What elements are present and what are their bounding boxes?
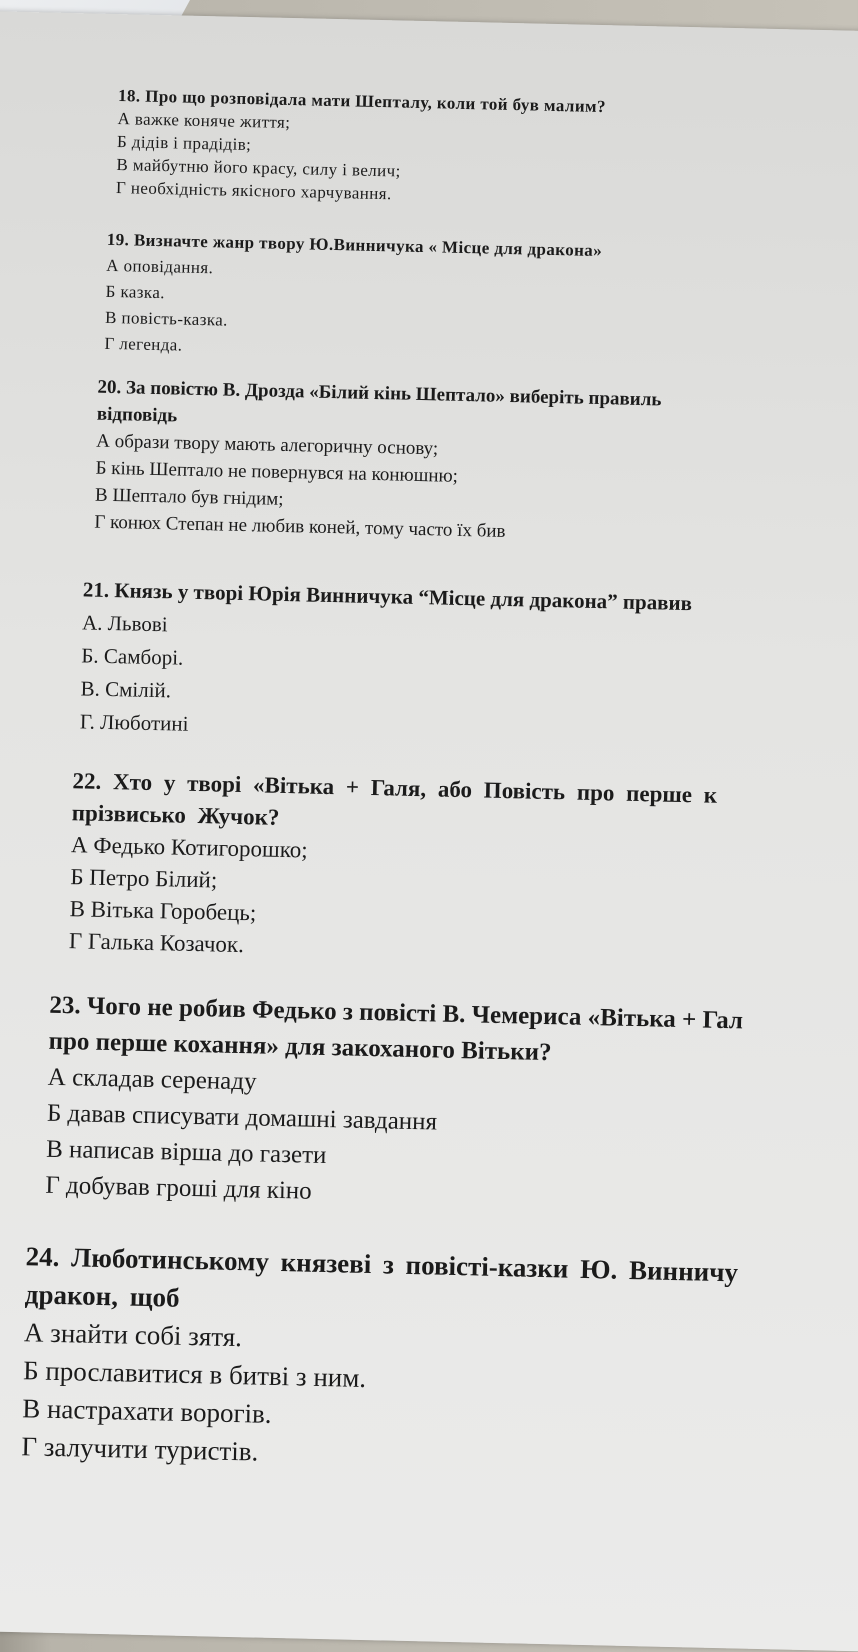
question-19 bbox=[104, 227, 602, 368]
question-number: 22. bbox=[72, 768, 102, 794]
answer-option: Г залучити туристів. bbox=[21, 1431, 259, 1467]
question-number: 23. bbox=[49, 991, 81, 1020]
question-20 bbox=[94, 374, 662, 549]
answer-option: В Шептало був гнідим; bbox=[94, 484, 284, 510]
question-text: За повістю В. Дрозда «Білий кінь Шептало» виберіть правиль bbox=[125, 377, 662, 411]
answer-option: Г необхідність якісного харчування. bbox=[115, 178, 392, 204]
question-number: 21. bbox=[82, 577, 110, 602]
answer-option: В Вітька Горобець; bbox=[69, 896, 257, 926]
question-text: Люботинському князеві з повісті-казки Ю. Винничу bbox=[70, 1242, 739, 1288]
question-24 bbox=[21, 1237, 738, 1481]
answer-option: Г. Люботині bbox=[79, 709, 189, 736]
question-text: Про що розповідала мати Шепталу, коли той був малим? bbox=[144, 86, 607, 117]
question-title-line: про перше кохання» для закоханого Вітьки? bbox=[48, 1027, 552, 1067]
answer-option: А. Львові bbox=[81, 610, 168, 637]
question-number: 20. bbox=[97, 376, 122, 399]
question-22 bbox=[69, 765, 718, 972]
question-text: Визначте жанр твору Ю.Винничука « Місце для дракона» bbox=[133, 230, 603, 261]
answer-option: Б казка. bbox=[105, 281, 166, 303]
answer-option: А образи твору мають алегоричну основу; bbox=[96, 430, 439, 460]
answer-option: Б кінь Шептало не повернувся на конюшню; bbox=[95, 457, 459, 487]
answer-option: В. Смілій. bbox=[80, 676, 172, 703]
answer-option: В настрахати ворогів. bbox=[21, 1393, 272, 1429]
question-text: Князь у творі Юрія Винничука “Місце для дракона” правив bbox=[114, 578, 693, 616]
answer-option: А знайти собі зятя. bbox=[23, 1317, 243, 1353]
question-number: 18. bbox=[117, 86, 141, 106]
question-23 bbox=[45, 988, 743, 1220]
answer-option: А оповідання. bbox=[106, 255, 214, 278]
answer-option: В повість-казка. bbox=[104, 307, 229, 330]
answer-option: Б дідів і прадідів; bbox=[116, 132, 252, 155]
answer-option: Б давав списувати домашні завдання bbox=[46, 1099, 438, 1136]
answer-option: В майбутню його красу, силу і велич; bbox=[116, 155, 401, 181]
question-title-line: дракон, щоб bbox=[24, 1279, 180, 1313]
question-title-line: прізвисько Жучок? bbox=[71, 800, 280, 830]
question-text: Хто у творі «Вітька + Галя, або Повість про перше к bbox=[112, 769, 718, 808]
answer-option: Г добував гроші для кіно bbox=[45, 1171, 313, 1205]
answer-option: Г легенда. bbox=[104, 333, 183, 355]
question-21 bbox=[80, 573, 693, 752]
answer-option: Б Петро Білий; bbox=[70, 864, 218, 893]
question-18 bbox=[116, 84, 606, 210]
answer-option: Г конюх Степан не любив коней, тому часто їх бив bbox=[94, 511, 506, 542]
answer-option: Г Галька Козачок. bbox=[68, 928, 245, 958]
answer-option: А Федько Котигорошко; bbox=[70, 832, 308, 863]
answer-option: В написав вірша до газети bbox=[45, 1135, 327, 1170]
answer-option: А складав серенаду bbox=[47, 1063, 257, 1096]
question-text: Чого не робив Федько з повісті В. Чемериса «Вітька + Гал bbox=[86, 992, 744, 1035]
test-sheet bbox=[0, 10, 858, 1652]
answer-option: Б. Самборі. bbox=[81, 643, 184, 670]
question-number: 19. bbox=[106, 229, 130, 250]
answer-option: А важке коняче життя; bbox=[117, 109, 291, 132]
question-number: 24. bbox=[25, 1241, 60, 1273]
question-title-line: відповідь bbox=[96, 403, 178, 427]
answer-option: Б прославитися в битві з ним. bbox=[22, 1355, 367, 1394]
